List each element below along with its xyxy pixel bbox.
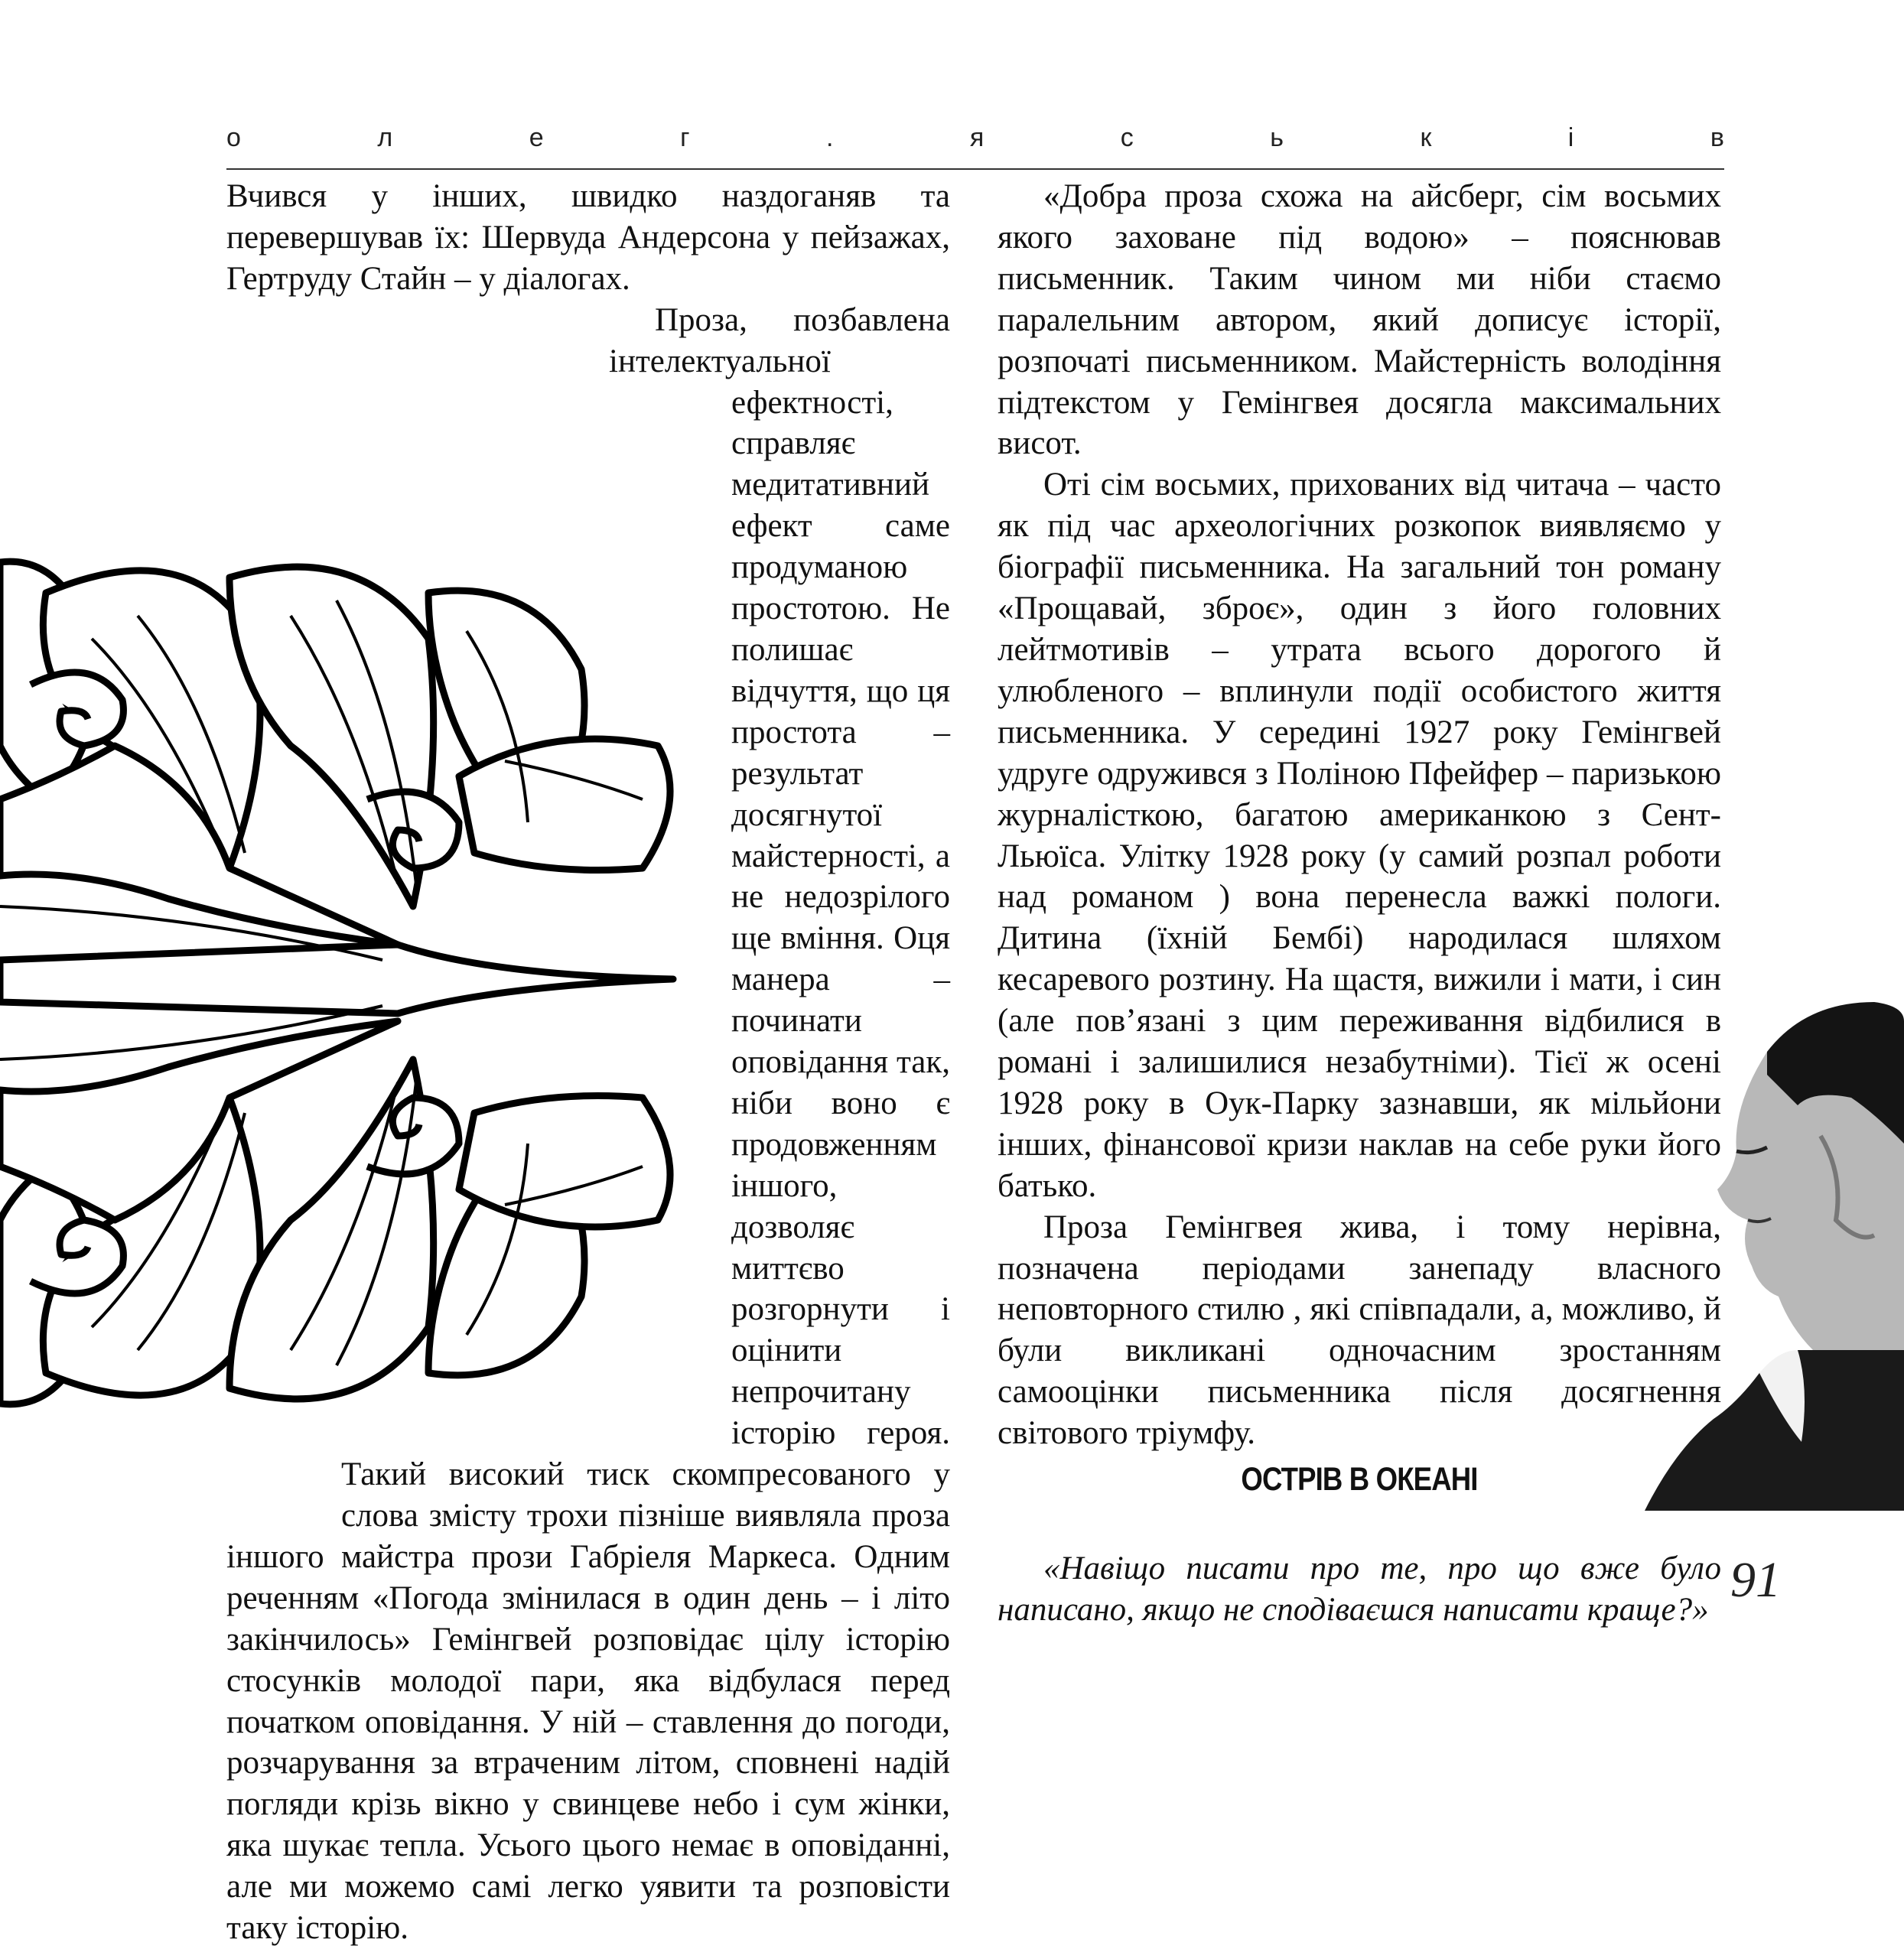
paragraph: Оті сім восьмих, прихованих від читача – часто як під час археологічних розкопок виявляємо у біографії письменника. На загальний тон роману «Прощавай, зброє», один з його головних лейтмотивів – утрата всього дорогого й улюбленого – вплинули події особистого життя письменника. У середині 1927 року Гемінгвей удруге одружився з Поліною Пфейфер – паризькою журналісткою, багатою американкою з Сент-Льюїса. Улітку 1928 року (у самий розпал роботи над романом ) вона перенесла важкі пологи. Дитина (їхній Бембі) народилася шляхом кесаревого розтину. На щастя, вижили і мати, і син (але пов’язані з цим переживання відбилися в романі і залишилися незабутніми). Тієї ж осені 1928 року в Оук-Парку зазнавши, як мільйони інших, фінансової кризи наклав на себе руки його батько. [998, 467, 1721, 1204]
epigraph-quote [998, 1548, 1721, 1631]
ornament-text-wrap [226, 300, 731, 1515]
paragraph: Проза, позбавлена інтелектуальної ефектності, справляє медитативний ефект саме продуманою простотою. Не полишає відчуття, що ця простота – результат досягнутої майстерності, а не недозрілого ще вміння. Оця манера – починати оповідання так, ніби воно є продовженням іншого, дозволяє миттєво розгорнути і оцінити непрочитану історію героя. Такий високий тиск скомпресованого у слова змісту трохи пізніше виявляла проза іншого майстра прози Габріеля Маркеса. Одним реченням «Погода змінилася в один день – і літо закінчилось» Гемінгвей розповідає цілу історію стосунків молодої пари, яка відбулася перед початком оповідання. У ній – ставлення до погоди, розчарування за втраченим літом, сповнені надій погляди крізь вікно у свинцеве небо і сум жінки, яка шукає тепла. Усього цього немає в оповіданні, але ми можемо самі легко уявити та розповісти таку історію. [226, 301, 950, 1947]
running-header [226, 122, 1724, 153]
header-letter: е [529, 122, 544, 152]
paragraph: «Добра проза схожа на айсберг, сім восьмих якого заховане під водою» – пояснював письменник. Таким чином ми ніби стаємо паралельним автором, який дописує історії, розпочаті письменником. Майстерність володіння підтекстом у Гемінгвея досягла максимальних висот. [998, 178, 1721, 462]
header-letter: л [377, 122, 393, 152]
section-heading: ОСТРІВ В ОКЕАНІ [1241, 1461, 1478, 1498]
header-letter: к [1420, 122, 1432, 152]
paragraph: Проза Гемінгвея жива, і тому нерівна, позначена періодами занепаду власного неповторного стилю , які співпадали, а, можливо, й були викликані одночасним зростанням самооцінки письменника після досягнення світового тріумфу. [998, 1209, 1721, 1452]
header-letter: г [680, 122, 690, 152]
paragraph: Вчився у інших, швидко наздоганяв та перевершував їх: Шервуда Андерсона у пейзажах, Гертруду Стайн – у діалогах. [226, 178, 950, 297]
header-letter: с [1120, 122, 1134, 152]
epigraph-text: «Навіщо писати про те, про що вже було написано, якщо не сподіваєшся написати краще?» [998, 1550, 1721, 1628]
header-letter: ь [1270, 122, 1284, 152]
right-text-column [998, 176, 1721, 1454]
header-letter: і [1567, 122, 1574, 152]
page-number: 91 [1730, 1552, 1781, 1608]
header-letter: . [825, 122, 834, 152]
header-letter: в [1710, 122, 1724, 152]
left-text-column [226, 176, 950, 1949]
header-letter: о [226, 122, 241, 152]
header-rule [226, 168, 1724, 170]
header-letter: я [969, 122, 985, 152]
